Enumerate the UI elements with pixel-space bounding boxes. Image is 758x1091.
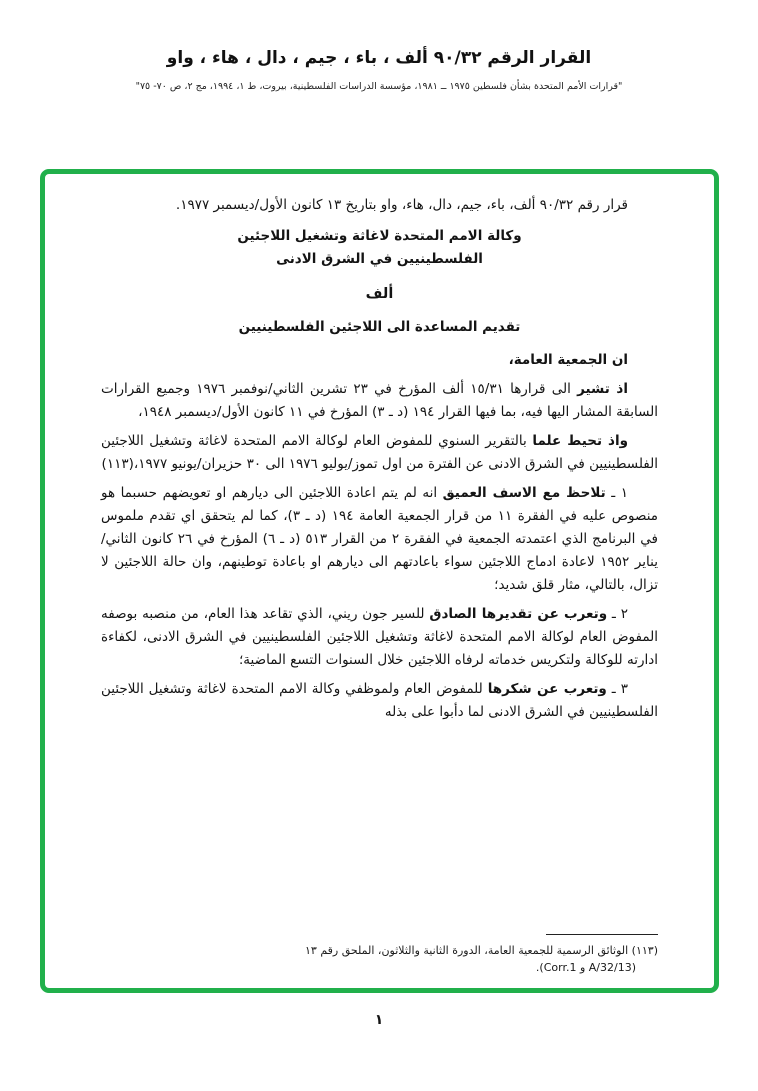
paragraph-text: للسير جون ريني، الذي تقاعد هذا العام، من منصبه بوصفه المفوض العام لوكالة الامم المتحدة لاغاثة وتشغيل اللاجئين الفلسطينيين في الشرق الادنى، لكفاءة ادارته للوكالة ولتكريس خدماته لرفاه اللاجئين خلال السنوات التسع الماضية؛ (101, 606, 658, 668)
agency-heading-line2: الفلسطينيين في الشرق الادنى (276, 251, 483, 267)
resolution-body (45, 174, 714, 988)
paragraph-lead: اذ تشير (577, 381, 628, 397)
footnote (101, 934, 658, 976)
body-paragraph (101, 430, 658, 476)
paragraph-text: انه لم يتم اعادة اللاجئين الى ديارهم او تعويضهم حسبما هو منصوص عليه في الفقرة ١١ من قرار الجمعية العامة ١٩٤ (د ـ ٣)، كما لم يتحقق اي تقدم ملموس في البرنامج الذي اعتمدته الجمعية في الفقرة ٢ من القرار ٥١٣ (د ـ ٦) المؤرخ في ٢٦ كانون الثاني/يناير ١٩٥٢ لاعادة ادماج اللاجئين سواء باعادتهم الى ديارهم او باعادة توطينهم، وان حالة اللاجئين لا تزال، بالتالي، مثار قلق شديد؛ (101, 485, 659, 593)
paragraph-number: ١ ـ (605, 485, 628, 501)
body-paragraph (101, 378, 658, 424)
paragraph-text: بالتقرير السنوي للمفوض العام لوكالة الامم المتحدة لاغاثة وتشغيل اللاجئين الفلسطينيين في الشرق الادنى عن الفترة من اول تموز/يوليو ١٩٧٦ الى ٣٠ حزيران/يونيو ١٩٧٧،(١١٣) (101, 433, 658, 472)
document-title: القرار الرقم ٩٠/٣٢ ألف ، باء ، جيم ، دال ، هاء ، واو (166, 48, 592, 68)
agency-heading-line1: وكالة الامم المتحدة لاغاثة وتشغيل اللاجئين (237, 228, 522, 244)
resolution-frame (40, 169, 719, 993)
body-paragraph (101, 603, 658, 672)
paragraph-lead: واذ تحيط علما (532, 433, 628, 449)
body-paragraph (101, 482, 658, 597)
citation-line: "قرارات الأمم المتحدة بشأن فلسطين ١٩٧٥ ــ ١٩٨١، مؤسسة الدراسات الفلسطينية، بيروت، ط ١، ١٩٩٤، مج ٢، ص ٧٠- ٧٥" (135, 81, 623, 92)
paragraph-text: للمفوض العام ولموظفي وكالة الامم المتحدة لاغاثة وتشغيل اللاجئين الفلسطينيين في الشرق الادنى لما دأبوا على بذله (101, 681, 658, 720)
paragraph-lead: تلاحظ مع الاسف العميق (442, 485, 606, 501)
body-paragraph (101, 678, 658, 724)
paragraph-number: ٢ ـ (607, 606, 628, 622)
footnote-line2: (A/32/13 و Corr.1). (535, 961, 636, 974)
salutation: ان الجمعية العامة، (508, 352, 628, 368)
section-letter: ألف (365, 286, 394, 302)
section-title: تقديم المساعدة الى اللاجئين الفلسطينيين (238, 319, 521, 335)
footnote-divider (546, 934, 658, 935)
paragraph-lead: وتعرب عن شكرها (487, 681, 607, 697)
footnote-line1: (١١٣) الوثائق الرسمية للجمعية العامة، الدورة الثانية والثلاثون، الملحق رقم ١٣ (305, 944, 658, 957)
page-number: ١ (374, 1012, 384, 1028)
document-page (0, 48, 758, 1091)
resolution-intro: قرار رقم ٩٠/٣٢ ألف، باء، جيم، دال، هاء، واو بتاريخ ١٣ كانون الأول/ديسمبر ١٩٧٧. (175, 197, 628, 213)
paragraph-text: الى قرارها ١٥/٣١ ألف المؤرخ في ٢٣ تشرين الثاني/نوفمبر ١٩٧٦ وجميع القرارات السابقة المشار اليها فيه، بما فيها القرار ١٩٤ (د ـ ٣) المؤرخ في ١١ كانون الأول/ديسمبر ١٩٤٨، (101, 381, 658, 420)
paragraph-number: ٣ ـ (606, 681, 628, 697)
paragraph-lead: وتعرب عن تقديرها الصادق (429, 606, 608, 622)
